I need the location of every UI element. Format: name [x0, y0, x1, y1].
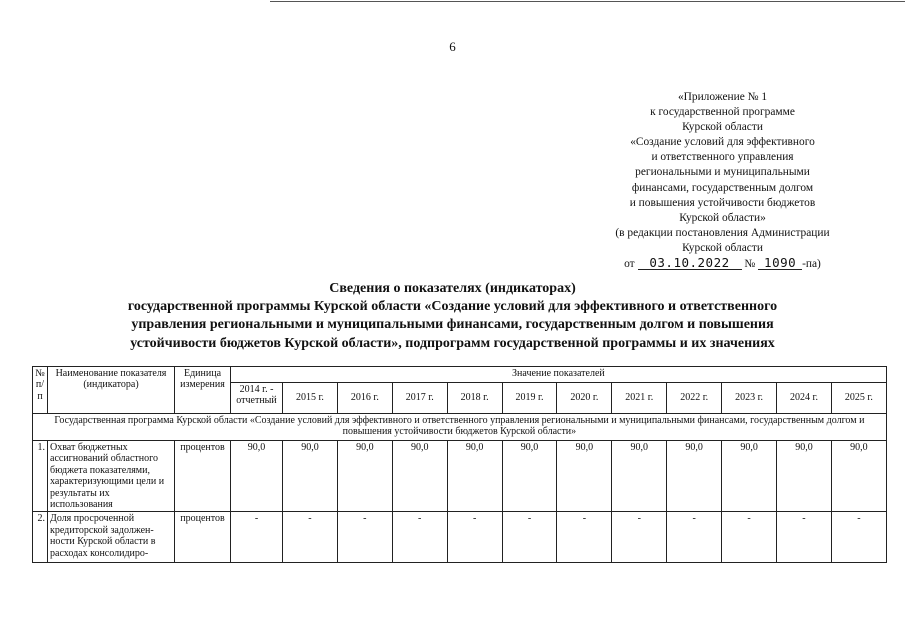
- top-border-line: [270, 1, 905, 2]
- row-value: 90,0: [667, 441, 722, 512]
- header-name: Наименование показателя (индикатора): [48, 367, 175, 414]
- appendix-line: «Создание условий для эффективного: [630, 136, 815, 149]
- row-value: -: [502, 512, 557, 563]
- row-value: -: [337, 512, 392, 563]
- row-value: -: [447, 512, 502, 563]
- header-year: 2023 г.: [722, 383, 777, 414]
- title-line: устойчивости бюджетов Курской области», подпрограмм государственной программы и их значениях: [130, 335, 775, 351]
- indicators-table: [32, 366, 887, 563]
- row-value: 90,0: [392, 441, 447, 512]
- row-value: -: [392, 512, 447, 563]
- row-value: -: [612, 512, 667, 563]
- header-values-group: Значение показателей: [231, 367, 887, 383]
- row-name: Доля просроченной кредиторской задолжен-ности Курской области в расходах консолидиро-: [48, 512, 175, 563]
- header-year: 2024 г.: [777, 383, 832, 414]
- appendix-line: Курской области»: [679, 211, 766, 224]
- row-value: 90,0: [612, 441, 667, 512]
- resolution-reference: [590, 256, 855, 272]
- appendix-line: и повышения устойчивости бюджетов: [629, 196, 816, 209]
- header-year: 2020 г.: [557, 383, 612, 414]
- row-value: 90,0: [722, 441, 777, 512]
- number-label: №: [744, 258, 756, 271]
- row-num: 1.: [33, 441, 48, 512]
- document-title: [0, 280, 905, 353]
- title-line: Сведения о показателях (индикаторах): [329, 281, 576, 296]
- row-value: 90,0: [337, 441, 392, 512]
- header-year: 2016 г.: [337, 383, 392, 414]
- row-value: -: [283, 512, 338, 563]
- header-year: 2021 г.: [612, 383, 667, 414]
- row-value: 90,0: [502, 441, 557, 512]
- program-row: [33, 414, 887, 441]
- appendix-line: Курской области: [682, 241, 763, 254]
- header-year: 2018 г.: [447, 383, 502, 414]
- title-line: государственной программы Курской области «Создание условий для эффективного и ответственного: [127, 299, 778, 315]
- row-value: -: [777, 512, 832, 563]
- row-value: 90,0: [557, 441, 612, 512]
- row-value: -: [722, 512, 777, 563]
- header-year: 2019 г.: [502, 383, 557, 414]
- row-value: -: [231, 512, 283, 563]
- appendix-line: финансами, государственным долгом: [631, 181, 814, 194]
- table-row: [33, 441, 887, 512]
- header-num: № п/п: [33, 367, 48, 414]
- from-label: от: [624, 258, 635, 271]
- header-year: 2014 г. - отчетный: [231, 383, 283, 414]
- row-value: -: [667, 512, 722, 563]
- appendix-line: к государственной программе: [650, 106, 795, 119]
- page-number: 6: [449, 39, 456, 54]
- row-value: -: [557, 512, 612, 563]
- appendix-line: Курской области: [682, 121, 763, 134]
- table-row: [33, 512, 887, 563]
- appendix-line: региональными и муниципальными: [635, 166, 810, 179]
- row-value: 90,0: [447, 441, 502, 512]
- appendix-header: [590, 90, 855, 272]
- resolution-suffix: -па): [802, 258, 821, 271]
- resolution-date: 03.10.2022: [638, 256, 742, 270]
- row-value: 90,0: [777, 441, 832, 512]
- appendix-line: «Приложение № 1: [677, 91, 768, 103]
- title-line: управления региональными и муниципальными финансами, государственным долгом и повышения: [131, 317, 774, 333]
- row-unit: процентов: [175, 512, 231, 563]
- row-value: 90,0: [231, 441, 283, 512]
- appendix-line: и ответственного управления: [651, 151, 794, 164]
- row-num: 2.: [33, 512, 48, 563]
- row-value: -: [831, 512, 886, 563]
- header-year: 2025 г.: [831, 383, 886, 414]
- row-value: 90,0: [283, 441, 338, 512]
- row-unit: процентов: [175, 441, 231, 512]
- appendix-line: (в редакции постановления Администрации: [615, 226, 830, 239]
- resolution-number: 1090: [758, 256, 802, 270]
- header-unit: Единица измерения: [175, 367, 231, 414]
- header-year: 2015 г.: [283, 383, 338, 414]
- row-value: 90,0: [831, 441, 886, 512]
- row-name: Охват бюджетных ассигнований областного бюджета показателями, характеризующими цели и результаты их использования: [48, 441, 175, 512]
- table-header-row: [33, 367, 887, 383]
- program-title-cell: Государственная программа Курской области «Создание условий для эффективного и ответственного управления региональными и муниципальными финансами, государственным долгом и повышения устойчивости бюджетов Курской области»: [33, 414, 887, 441]
- header-year: 2017 г.: [392, 383, 447, 414]
- header-year: 2022 г.: [667, 383, 722, 414]
